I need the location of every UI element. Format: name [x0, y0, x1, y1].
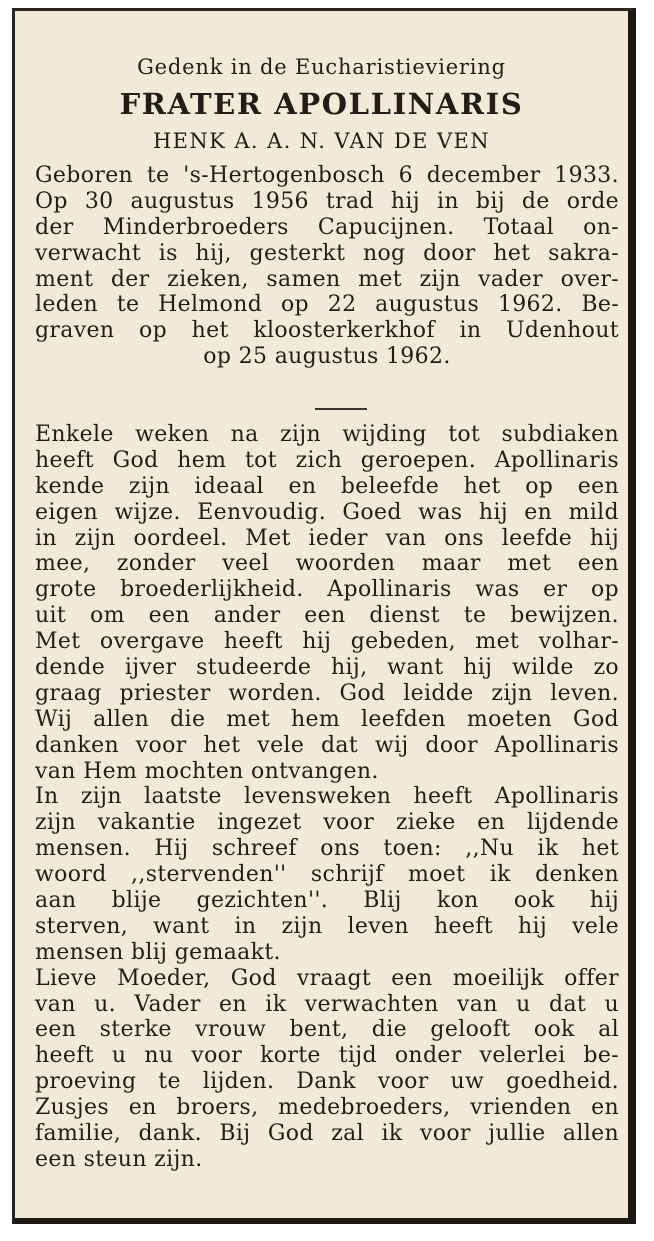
text-line: grote broederlijkheid. Apollinaris was er op	[35, 577, 619, 603]
text-line: kende zijn ideaal en beleefde het op een	[35, 473, 619, 499]
memorial-card	[12, 8, 636, 1224]
text-line: heeft u nu voor korte tijd onder velerlei be-	[35, 1043, 619, 1069]
text-line: verwacht is hij, gesterkt nog door het sakra-	[35, 240, 619, 266]
text-line: Wij allen die met hem leefden moeten God	[35, 706, 619, 732]
text-line: familie, dank. Bij God zal ik voor jullie allen	[35, 1121, 619, 1147]
text-line: een steun zijn.	[35, 1146, 203, 1172]
text-line: leden te Helmond op 22 augustus 1962. Be-	[35, 292, 619, 318]
civil-name: HENK A. A. N. VAN DE VEN	[152, 129, 491, 153]
text-line: Op 30 augustus 1956 trad hij in bij de orde	[35, 188, 619, 214]
divider	[315, 408, 367, 410]
text-line: mensen. Hij schreef ons toen: ,,Nu ik het	[35, 836, 619, 862]
text-line: Geboren te 's-Hertogenbosch 6 december 1933.	[35, 163, 619, 188]
text-line: ment der zieken, samen met zijn vader over-	[35, 266, 619, 292]
text-line: aan blije gezichten''. Blij kon ook hij	[35, 888, 619, 914]
subtitle: Gedenk in de Eucharistieviering	[137, 55, 506, 79]
text-line: mensen blij gemaakt.	[35, 939, 281, 965]
text-line: woord ,,stervenden'' schrijf moet ik denken	[35, 862, 619, 888]
text-line: graag priester worden. God leidde zijn leven.	[35, 680, 619, 706]
text-line: dende ijver studeerde hij, want hij wilde zo	[35, 655, 619, 681]
text-line: Zusjes en broers, medebroeders, vrienden en	[35, 1095, 619, 1121]
memorial-text	[35, 422, 619, 1173]
text-line: uit om een ander een dienst te bewijzen.	[35, 603, 619, 629]
text-line: proeving te lijden. Dank voor uw goedheid.	[35, 1069, 619, 1095]
text-line: mee, zonder veel woorden maar met een	[35, 551, 619, 577]
text-line: graven op het kloosterkerkhof in Udenhout	[35, 318, 619, 344]
text-line: danken voor het vele dat wij door Apollinaris	[35, 732, 619, 758]
text-line: van u. Vader en ik verwachten van u dat u	[35, 991, 619, 1017]
text-line: eigen wijze. Eenvoudig. Goed was hij en mild	[35, 499, 619, 525]
text-line: Lieve Moeder, God vraagt een moeilijk offer	[35, 965, 619, 991]
text-line: In zijn laatste levensweken heeft Apollinaris	[35, 784, 619, 810]
text-line: zijn vakantie ingezet voor zieke en lijdende	[35, 810, 619, 836]
deceased-name: FRATER APOLLINARIS	[119, 87, 524, 121]
text-line: een sterke vrouw bent, die gelooft ook al	[35, 1017, 619, 1043]
text-line: Enkele weken na zijn wijding tot subdiaken	[35, 422, 619, 447]
text-line: der Minderbroeders Capucijnen. Totaal on-	[35, 214, 619, 240]
text-line: in zijn oordeel. Met ieder van ons leefde hij	[35, 525, 619, 551]
biography-paragraph	[35, 163, 619, 370]
text-line: van Hem mochten ontvangen.	[35, 758, 379, 784]
text-line: Met overgave heeft hij gebeden, met volhar-	[35, 629, 619, 655]
text-line: heeft God hem tot zich geroepen. Apollinaris	[35, 447, 619, 473]
text-line: sterven, want in zijn leven heeft hij vele	[35, 913, 619, 939]
text-line: op 25 augustus 1962.	[203, 344, 451, 370]
